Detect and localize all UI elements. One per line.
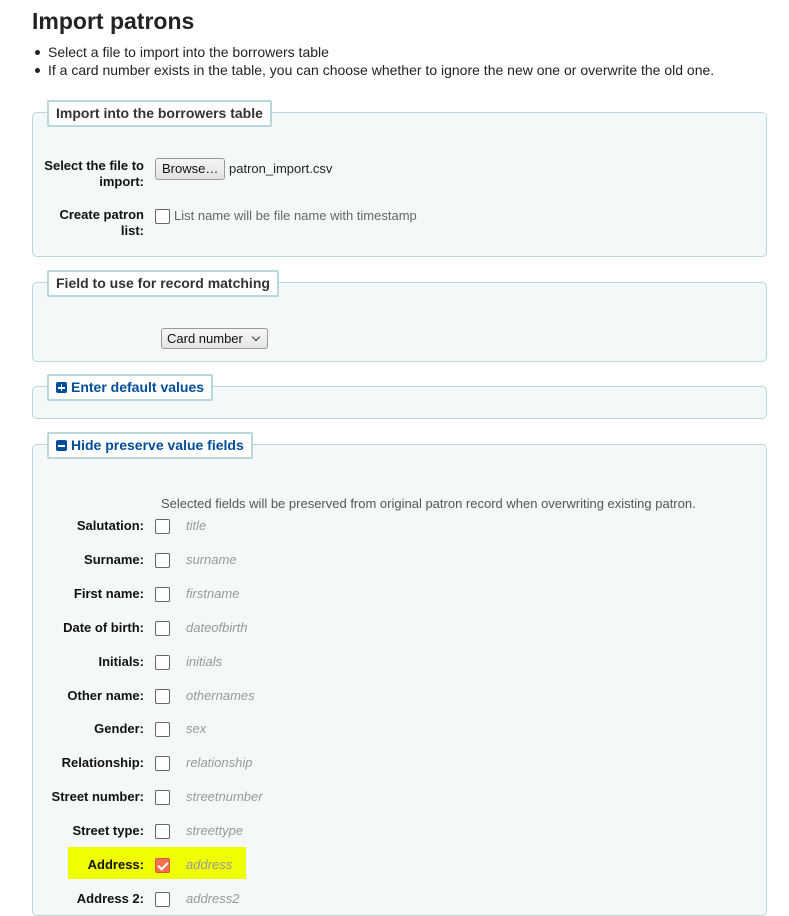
preserve-field-label: Address 2:: [76, 891, 144, 906]
preserve-field-row: [33, 889, 766, 909]
import-fieldset: [32, 105, 767, 257]
preserve-field-name: dateofbirth: [186, 620, 248, 635]
import-legend: Import into the borrowers table: [47, 100, 272, 127]
preserve-field-label: Other name:: [67, 688, 144, 703]
selected-file-name: patron_import.csv: [229, 161, 333, 176]
preserve-field-row: [33, 686, 766, 706]
patron-list-label: Create patron list:: [59, 207, 144, 238]
preserve-field-name: relationship: [186, 755, 253, 770]
preserve-field-row: [33, 652, 766, 672]
preserve-field-row: [33, 787, 766, 807]
preserve-field-name: streettype: [186, 823, 244, 838]
preserve-field-name: surname: [186, 552, 237, 567]
preserve-field-row: [33, 719, 766, 739]
preserve-field-row: [33, 821, 766, 841]
plus-square-icon: [56, 382, 67, 393]
page-title: Import patrons: [32, 8, 195, 34]
preserve-field-row: [33, 618, 766, 638]
intro-item: If a card number exists in the table, you can choose whether to ignore the new one or overwrite the old one.: [32, 61, 714, 79]
preserve-streettype-checkbox[interactable]: [155, 824, 170, 839]
preserve-field-label: First name:: [73, 586, 144, 601]
preserve-field-label: Initials:: [98, 654, 144, 669]
file-label: Select the file to import:: [44, 158, 144, 189]
preserve-address-checkbox[interactable]: [155, 858, 170, 873]
preserve-sex-checkbox[interactable]: [155, 722, 170, 737]
preserve-field-label: Surname:: [84, 552, 144, 567]
preserve-description: Selected fields will be preserved from original patron record when overwriting existing patron.: [161, 496, 696, 511]
preserve-field-name: sex: [186, 721, 207, 736]
preserve-field-label: Street number:: [51, 789, 144, 804]
preserve-field-row: [33, 855, 766, 875]
intro-list: [32, 43, 714, 79]
preserve-field-label: Date of birth:: [63, 620, 144, 635]
preserve-dateofbirth-checkbox[interactable]: [155, 621, 170, 636]
preserve-othernames-checkbox[interactable]: [155, 689, 170, 704]
preserve-firstname-checkbox[interactable]: [155, 587, 170, 602]
record-matching-select[interactable]: [161, 328, 268, 349]
preserve-field-row: [33, 516, 766, 536]
matching-legend: Field to use for record matching: [47, 270, 279, 297]
preserve-field-row: [33, 753, 766, 773]
preserve-field-label: Gender:: [94, 721, 144, 736]
preserve-field-name: streetnumber: [186, 789, 263, 804]
preserve-field-name: othernames: [186, 688, 255, 703]
matching-fieldset: [32, 275, 767, 362]
browse-button[interactable]: Browse…: [155, 158, 225, 180]
preserve-field-row: [33, 550, 766, 570]
preserve-fieldset: [32, 437, 767, 916]
preserve-field-label: Relationship:: [61, 755, 144, 770]
preserve-field-label: Salutation:: [76, 518, 144, 533]
preserve-initials-checkbox[interactable]: [155, 655, 170, 670]
preserve-surname-checkbox[interactable]: [155, 553, 170, 568]
record-matching-value: Card number: [167, 331, 243, 346]
create-patron-list-checkbox[interactable]: [155, 209, 170, 224]
preserve-toggle[interactable]: Hide preserve value fields: [47, 432, 253, 459]
preserve-field-label: Street type:: [72, 823, 144, 838]
preserve-field-name: initials: [186, 654, 223, 669]
minus-square-icon: [56, 440, 67, 451]
defaults-fieldset: [32, 379, 767, 419]
preserve-field-row: [33, 584, 766, 604]
preserve-title-checkbox[interactable]: [155, 519, 170, 534]
preserve-field-label: Address:: [87, 857, 144, 872]
preserve-relationship-checkbox[interactable]: [155, 756, 170, 771]
defaults-toggle[interactable]: Enter default values: [47, 374, 213, 401]
patron-list-hint: List name will be file name with timestamp: [174, 208, 417, 223]
preserve-field-name: address2: [186, 891, 240, 906]
preserve-field-name: title: [186, 518, 207, 533]
preserve-streetnumber-checkbox[interactable]: [155, 790, 170, 805]
preserve-field-name: address: [186, 857, 233, 872]
intro-item: Select a file to import into the borrowers table: [32, 43, 714, 61]
preserve-field-name: firstname: [186, 586, 240, 601]
preserve-address2-checkbox[interactable]: [155, 892, 170, 907]
chevron-down-icon: [252, 333, 260, 341]
